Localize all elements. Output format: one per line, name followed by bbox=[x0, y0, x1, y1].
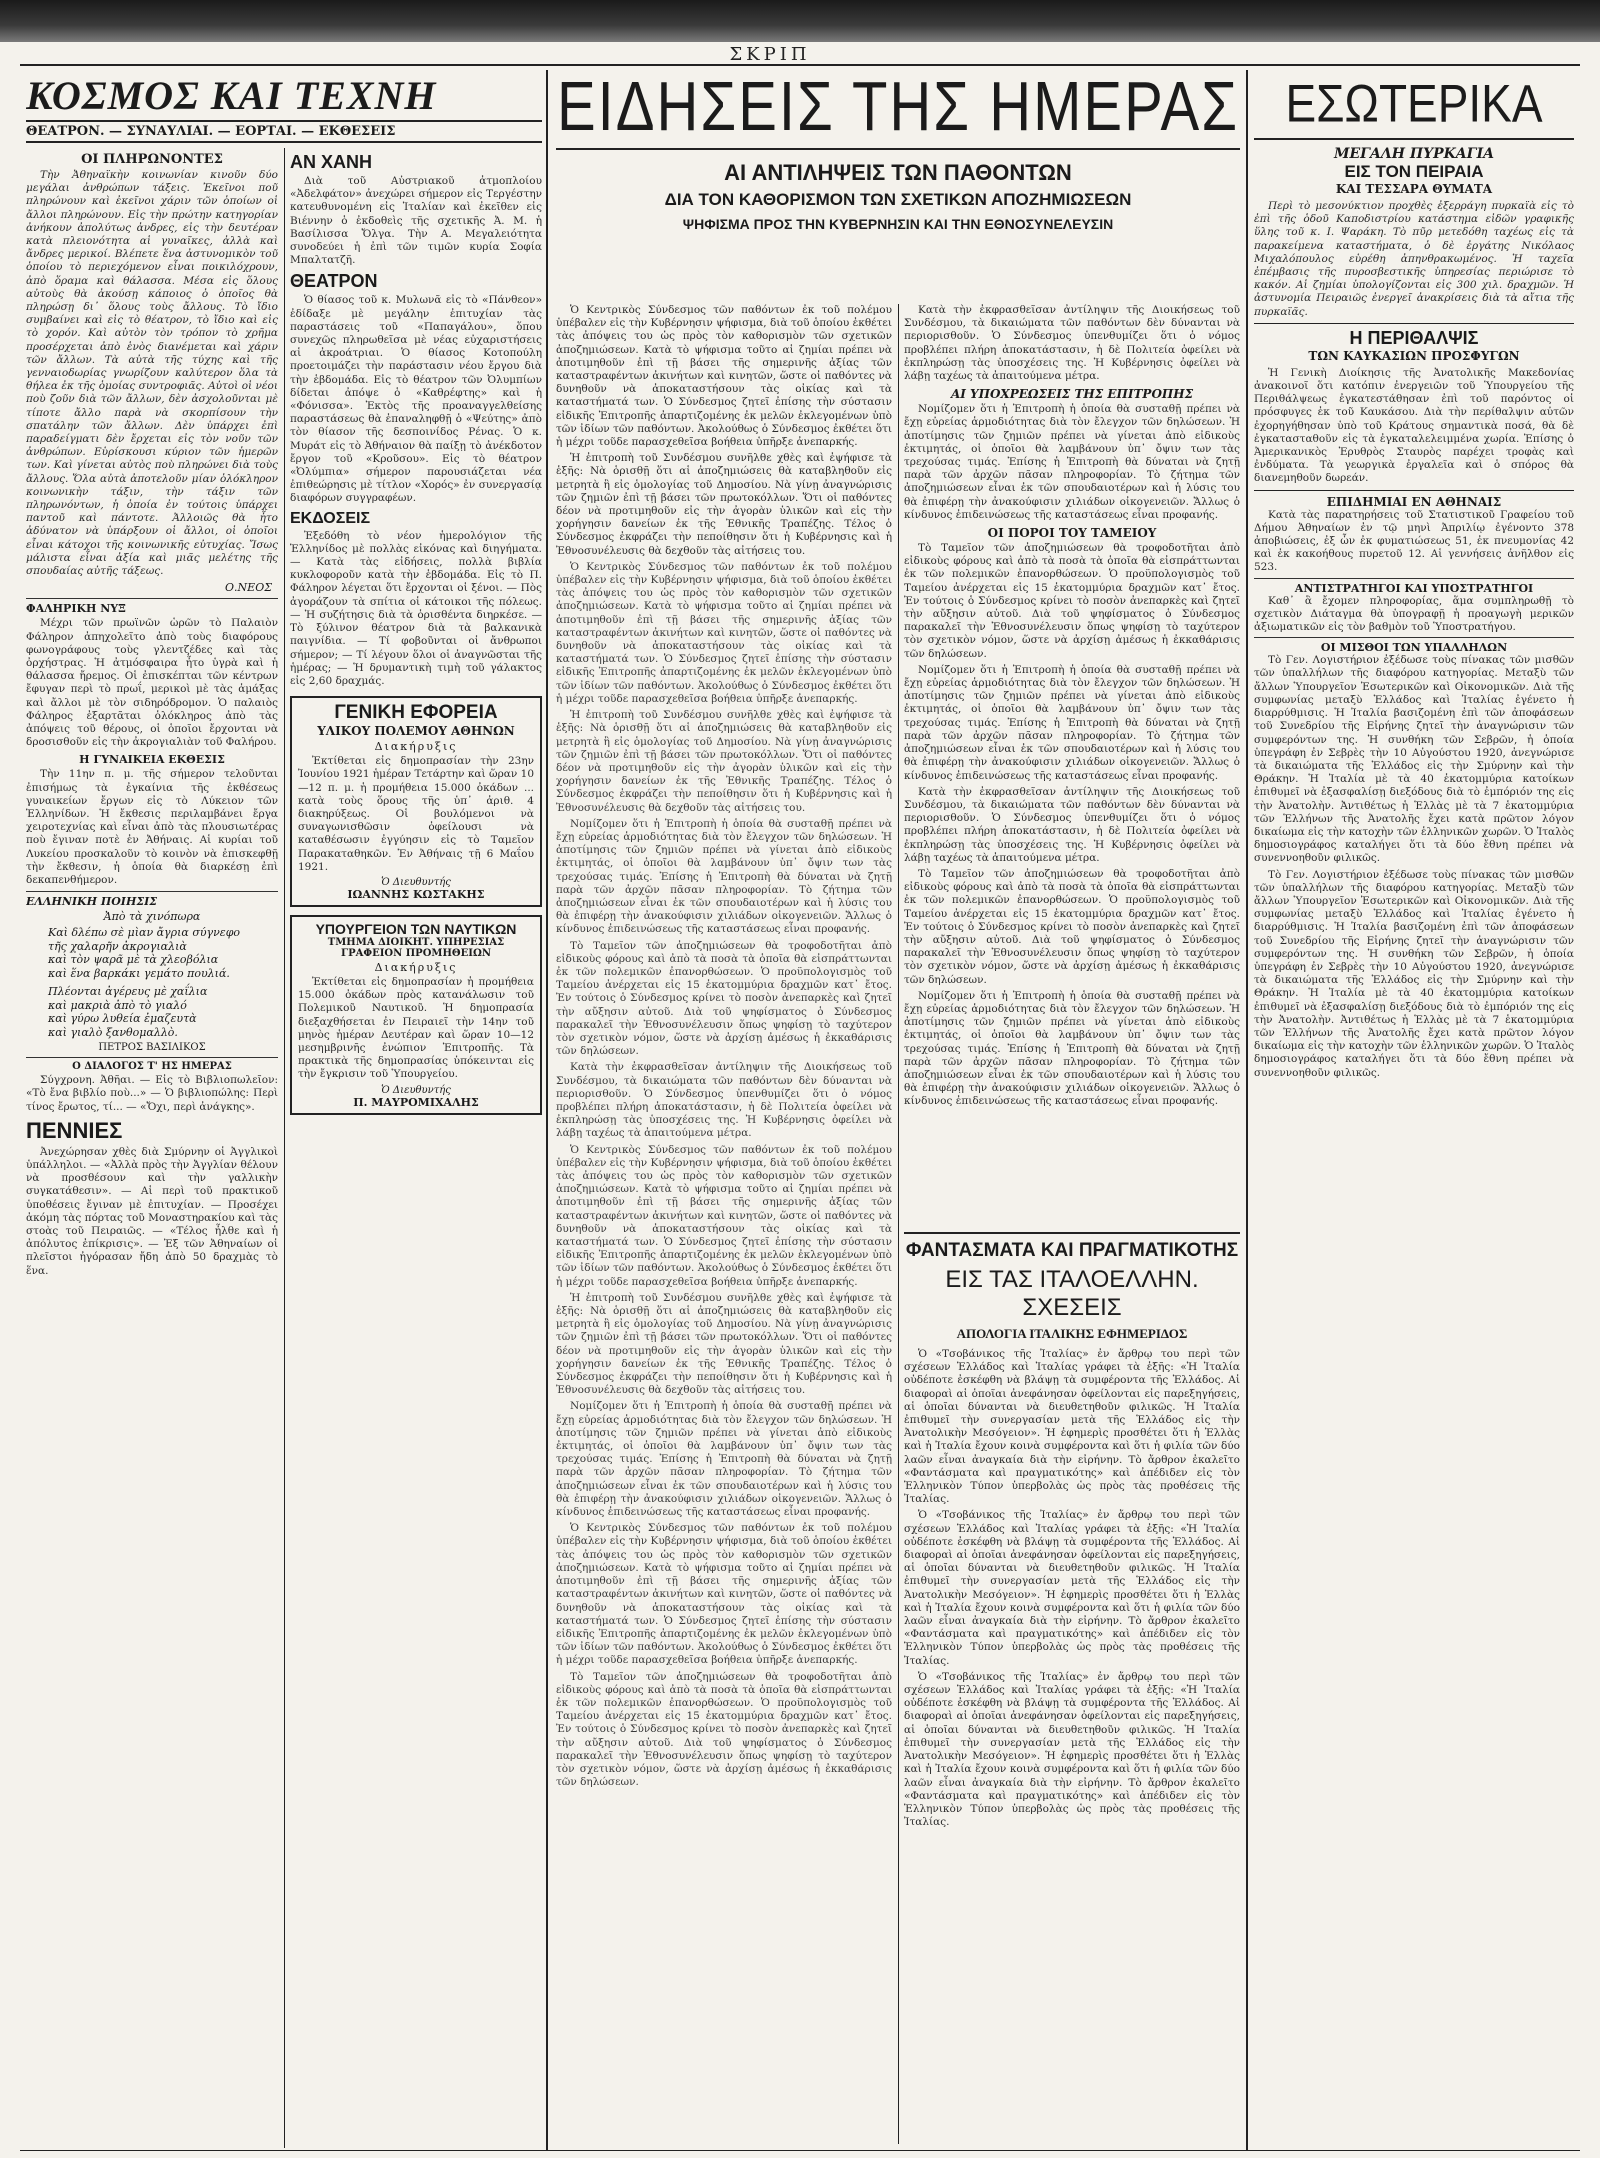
theft-body bbox=[290, 175, 542, 267]
article-paragraph: Ὁ Κεντρικὸς Σύνδεσμος τῶν παθόντων ἐκ τοῦ πολέμου ὑπέβαλεν εἰς τὴν Κυβέρνησιν ψήφισμα, διὰ τοῦ ὁποίου ἐκθέτει τὰς ἀπόψεις του ὡς πρὸς τὸν καθορισμὸν τῶν σχετικῶν ἀποζημιώσεων. Κατὰ τὸ ψήφισμα τοῦτο αἱ ζημίαι πρέπει νὰ ἀποτιμηθοῦν ἐπὶ τῇ βάσει τῆς σημερινῆς ἀξίας τῶν καταστραφέντων ἀκινήτων καὶ κινητῶν, ὥστε οἱ παθόντες νὰ δυνηθοῦν νὰ ἀποκαταστήσουν τὰς οἰκίας καὶ τὰ καταστήματά των. Ὁ Σύνδεσμος ζητεῖ ἐπίσης τὴν σύστασιν εἰδικῆς Ἐπιτροπῆς ἀπαρτιζομένης ἐκ μελῶν ἐκλεγομένων ὑπὸ τῶν ἰδίων τῶν παθόντων. Ἀκολούθως ὁ Σύνδεσμος ἐκθέτει ὅτι ἡ μέχρι τοῦδε παρασχεθεῖσα βοήθεια ὑπῆρξε ἀνεπαρκής. bbox=[556, 1522, 892, 1667]
center-inner-divider bbox=[898, 304, 899, 2144]
divider bbox=[1254, 490, 1574, 491]
article-paragraph: Νομίζομεν ὅτι ἡ Ἐπιτροπὴ ἡ ὁποία θὰ συσταθῇ πρέπει νὰ ἔχῃ εὐρείας ἁρμοδιότητας διὰ τὸν ἔλεγχον τῶν δηλώσεων. Ἡ ἀποτίμησις τῶν ζημιῶν πρέπει νὰ γίνεται ἀπὸ εἰδικοὺς ἐκτιμητάς, οἱ ὁποῖοι θὰ λαμβάνουν ὑπ᾽ ὄψιν των τὰς τρεχούσας τιμάς. Ἐπίσης ἡ Ἐπιτροπὴ θὰ δύναται νὰ ζητῇ παρὰ τῶν ἀρχῶν πᾶσαν πληροφορίαν. Τὸ ζήτημα τῶν ἀποζημιώσεων εἶναι ἐκ τῶν σπουδαιοτέρων καὶ ἡ λύσις του θὰ ἐπιφέρῃ τὴν ἀνακούφισιν χιλιάδων οἰκογενειῶν. Ἄλλως ὁ κίνδυνος ἐπιδεινώσεως τῆς καταστάσεως εἶναι προφανής. bbox=[904, 989, 1240, 1108]
fire-subtitle: ΕΙΣ ΤΟΝ ΠΕΙΡΑΙΑ bbox=[1344, 162, 1484, 181]
theatre-body bbox=[290, 294, 542, 505]
fantasy-headline: ΕΙΣ ΤΑΣ ΙΤΑΛΟΕΛΛΗΝ. ΣΧΕΣΕΙΣ bbox=[945, 1266, 1199, 1321]
efor-body bbox=[298, 755, 534, 874]
fantasy-article bbox=[904, 1232, 1240, 2152]
article-paragraph: Κατὰ τὰς παρατηρήσεις τοῦ Στατιστικοῦ Γραφείου τοῦ Δήμου Ἀθηναίων ἐν τῷ μηνὶ Ἀπριλίῳ ἐγένοντο 378 ἀποβιώσεις, ἐξ ὧν ἐκ φυματιώσεως 51, ἐκ πνευμονίας 42 καὶ ἐκ κακοήθους πυρετοῦ 12. Αἱ γεννήσεις ἀνῆλθον εἰς 523. bbox=[1254, 508, 1574, 574]
editions-body bbox=[290, 530, 542, 688]
fantasy-body bbox=[904, 1348, 1240, 1829]
column-esoterika bbox=[1254, 72, 1574, 2152]
poetry-section-title: ΕΛΛΗΝΙΚΗ ΠΟΙΗΣΙΣ bbox=[26, 891, 278, 908]
headline-2: ΔΙΑ ΤΟΝ ΚΑΘΟΡΙΣΜΟΝ ΤΩΝ ΣΧΕΤΙΚΩΝ ΑΠΟΖΗΜΙΩΣΕΩΝ bbox=[664, 190, 1132, 209]
pennies-body bbox=[26, 1146, 278, 1278]
editions-title: ΕΚΔΟΣΕΙΣ bbox=[290, 509, 371, 527]
navy-sig-title: Ὁ Διευθυντής bbox=[381, 1084, 451, 1096]
navy-notice-box bbox=[290, 915, 542, 1115]
poem-line: καὶ μακριὰ ἀπὸ τὸ γιαλό bbox=[48, 998, 187, 1012]
antistr-body bbox=[1254, 595, 1574, 635]
article-paragraph: Ἀνεχώρησαν χθὲς διὰ Σμύρνην οἱ Ἀγγλικοὶ ὑπάλληλοι. — «Ἀλλὰ πρὸς τὴν Ἀγγλίαν θέλουν νὰ προσθέσουν καὶ τὴν γαλλικὴν συγκατάθεσιν». — Αἱ περὶ τοῦ πρακτικοῦ ὑποθέσεις ἔγιναν μὲ ἐπιτυχίαν. — Προσέχει ἀκόμη τὰς πόρτας τοῦ Μοναστηρακίου καὶ τὰς στοὰς τοῦ Πειραιῶς. — «Τέλος ἦλθε καὶ ἡ ἀπόλυτος ἐπίκρισις». — Ἐξ τῶν Ἀθηναίων οἱ πλεῖστοι ἠγόρασαν ἤδη ἀπὸ 50 δραχμὰς τὸ ἕνα. bbox=[26, 1145, 278, 1277]
fire-title: ΜΕΓΑΛΗ ΠΥΡΚΑΓΙΑ bbox=[1333, 146, 1495, 162]
headline-3: ΨΗΦΙΣΜΑ ΠΡΟΣ ΤΗΝ ΚΥΒΕΡΝΗΣΙΝ ΚΑΙ ΤΗΝ ΕΘΝΟΣΥΝΕΛΕΥΣΙΝ bbox=[682, 216, 1114, 232]
article-title-ekthesis: Η ΓΥΝΑΙΚΕΙΑ ΕΚΘΕΣΙΣ bbox=[79, 753, 225, 767]
column-divider-2 bbox=[1246, 70, 1248, 2150]
sub2-title: ΟΙ ΠΟΡΟΙ ΤΟΥ ΤΑΜΕΙΟΥ bbox=[987, 526, 1157, 541]
dialog-title: Ο ΔΙΑΛΟΓΟΣ Τ' ΗΣ ΗΜΕΡΑΣ bbox=[26, 1057, 278, 1072]
navy-body bbox=[298, 976, 534, 1082]
wages-title: ΟΙ ΜΙΣΘΟΙ ΤΩΝ ΥΠΑΛΛΗΛΩΝ bbox=[1254, 637, 1574, 654]
article-paragraph: Ἐξεδόθη τὸ νέον ἡμερολόγιον τῆς Ἑλληνίδος μὲ πολλὰς εἰκόνας καὶ διηγήματα. — Κατὰ τὰς εἰδήσεις, πολλὰ βιβλία κυκλοφοροῦν κατὰ τὴν ἑβδομάδα. Εἰς τὸ Π. Φάληρον λέγεται ὅτι ἔρχονται οἱ ξένοι. — Πὸς ἀγοράζουν τὰ σπίτια οἱ κάτοικοι τῆς πόλεως. — Ἡ συζήτησις διὰ τὰ ὁρισθέντα διηρκέσε. — Τὸ ξύλινον θέατρον διὰ τὰ βαλκανικὰ παιγνίδια. — Τί φοβοῦνται οἱ ἄνθρωποι σήμερον; — Τί λέγουν ὅλοι οἱ ἀναγνῶσται τῆς ἡμέρας; — Ἡ δρυμαντικὴ τιμὴ τοῦ γάλακτος εἰς 2,60 δραχμάς. bbox=[290, 529, 542, 687]
article-paragraph: Διὰ τοῦ Αὐστριακοῦ ἀτμοπλοίου «Ἀδελφάτον» ἀνεχώρει σήμερον εἰς Τεργέστην κατευθυνομένη εἰς Ἰταλίαν καὶ ἐκεῖθεν εἰς Βιέννην ὁ ἐκδοθεὶς τῆς σχετικῆς Ἀ. Μ. ἡ Βασίλισσα Ὄλγα. Τὴν Α. Μεγαλειότητα συνοδεύει ἡ ἐπὶ τῶν τιμῶν κυρία Σοφία Μπαλτατζῆ. bbox=[290, 175, 542, 267]
article-paragraph: Ἡ ἐπιτροπὴ τοῦ Συνδέσμου συνῆλθε χθὲς καὶ ἐψήφισε τὰ ἑξῆς: Νὰ ὁρισθῇ ὅτι αἱ ἀποζημιώσεις θὰ καταβληθοῦν εἰς μετρητὰ ἢ εἰς ὁμολογίας τοῦ Δημοσίου. Νὰ γίνῃ ἀναγνώρισις τῶν ζημιῶν ἐπὶ τῇ βάσει τῶν πρωτοκόλλων. Ὅτι οἱ παθόντες δέον νὰ προτιμηθοῦν εἰς τὴν ἀγορὰν ὑλικῶν καὶ εἰς τὴν χορήγησιν δανείων ἐκ τῆς Ἐθνικῆς Τραπέζης. Τέλος ὁ Σύνδεσμος ἐκφράζει τὴν πεποίθησιν ὅτι ἡ Κυβέρνησις καὶ ἡ Ἐθνοσυνέλευσις θὰ δεχθοῦν τὰς αἰτήσεις του. bbox=[556, 709, 892, 814]
wages-body bbox=[1254, 654, 1574, 1080]
poem-line: τῆς χαλαρῆν ἀκρογιαλιὰ bbox=[48, 939, 187, 953]
article-paragraph: Τὸ Ταμεῖον τῶν ἀποζημιώσεων θὰ τροφοδοτῆται ἀπὸ εἰδικοὺς φόρους καὶ ἀπὸ τὰ ποσὰ τὰ ὁποῖα θὰ εἰσπράττωνται ἐκ τῶν πολεμικῶν ἐπανορθώσεων. Ὁ προϋπολογισμὸς τοῦ Ταμείου ἀνέρχεται εἰς 15 ἑκατομμύρια δραχμῶν κατ᾽ ἔτος. Ἐν τούτοις ὁ Σύνδεσμος κρίνει τὸ ποσὸν ἀνεπαρκὲς καὶ ζητεῖ τὴν αὔξησιν αὐτοῦ. Διὰ τοῦ ψηφίσματος ὁ Σύνδεσμος παρακαλεῖ τὴν Ἐθνοσυνέλευσιν ὅπως ψηφίσῃ τὸ ταχύτερον τὸν σχετικὸν νόμον, ὥστε νὰ ἀρχίσῃ ἀμέσως ἡ ἐκκαθάρισις τῶν δηλώσεων. bbox=[556, 1670, 892, 1789]
article-paragraph: Ὁ «Τσοβάνικος τῆς Ἰταλίας» ἐν ἄρθρῳ του περὶ τῶν σχέσεων Ἑλλάδος καὶ Ἰταλίας γράφει τὰ ἑξῆς: «Ἡ Ἰταλία οὐδέποτε ἐσκέφθη νὰ βλάψῃ τὰ συμφέροντα τῆς Ἑλλάδος. Αἱ διαφοραὶ αἱ ὁποῖαι ἀνεφάνησαν ὀφείλονται εἰς παρεξηγήσεις, αἱ ὁποῖαι δύνανται νὰ διευθετηθοῦν φιλικῶς. Ἡ Ἰταλία ἐπιθυμεῖ τὴν συνεργασίαν μετὰ τῆς Ἑλλάδος εἰς τὴν Ἀνατολικὴν Μεσόγειον». Ἡ ἐφημερὶς προσθέτει ὅτι ἡ Ἑλλὰς καὶ ἡ Ἰταλία ἔχουν κοινὰ συμφέροντα καὶ ὅτι ἡ φιλία τῶν δύο λαῶν εἶναι ἀναγκαία διὰ τὴν εἰρήνην. Τὸ ἄρθρον ἐκαλεῖτο «Φαντάσματα καὶ πραγματικότης» καὶ ἀπέδιδεν εἰς τὸν Ἑλληνικὸν Τύπον ὑπερβολὰς ὡς πρὸς τὰς προθέσεις τῆς Ἰταλίας. bbox=[904, 1509, 1240, 1667]
divider bbox=[1254, 323, 1574, 324]
top-dark-band bbox=[0, 0, 1600, 42]
bottom-rule bbox=[20, 2150, 1580, 2151]
article-paragraph: Τὸ Ταμεῖον τῶν ἀποζημιώσεων θὰ τροφοδοτῆται ἀπὸ εἰδικοὺς φόρους καὶ ἀπὸ τὰ ποσὰ τὰ ὁποῖα θὰ εἰσπράττωνται ἐκ τῶν πολεμικῶν ἐπανορθώσεων. Ὁ προϋπολογισμὸς τοῦ Ταμείου ἀνέρχεται εἰς 15 ἑκατομμύρια δραχμῶν κατ᾽ ἔτος. Ἐν τούτοις ὁ Σύνδεσμος κρίνει τὸ ποσὸν ἀνεπαρκὲς καὶ ζητεῖ τὴν αὔξησιν αὐτοῦ. Διὰ τοῦ ψηφίσματος ὁ Σύνδεσμος παρακαλεῖ τὴν Ἐθνοσυνέλευσιν ὅπως ψηφίσῃ τὸ ταχύτερον τὸν σχετικὸν νόμον, ὥστε νὰ ἀρχίσῃ ἀμέσως ἡ ἐκκαθάρισις τῶν δηλώσεων. bbox=[904, 867, 1240, 986]
sub1-body bbox=[904, 403, 1240, 522]
center-right-a bbox=[904, 304, 1240, 383]
article-paragraph: Ἡ ἐπιτροπὴ τοῦ Συνδέσμου συνῆλθε χθὲς καὶ ἐψήφισε τὰ ἑξῆς: Νὰ ὁρισθῇ ὅτι αἱ ἀποζημιώσεις θὰ καταβληθοῦν εἰς μετρητὰ ἢ εἰς ὁμολογίας τοῦ Δημοσίου. Νὰ γίνῃ ἀναγνώρισις τῶν ζημιῶν ἐπὶ τῇ βάσει τῶν πρωτοκόλλων. Ὅτι οἱ παθόντες δέον νὰ προτιμηθοῦν εἰς τὴν ἀγορὰν ὑλικῶν καὶ εἰς τὴν χορήγησιν δανείων ἐκ τῆς Ἐθνικῆς Τραπέζης. Τέλος ὁ Σύνδεσμος ἐκφράζει τὴν πεποίθησιν ὅτι ἡ Κυβέρνησις καὶ ἡ Ἐθνοσυνέλευσις θὰ δεχθοῦν τὰς αἰτήσεις του. bbox=[556, 452, 892, 557]
article-paragraph: Τὸ Ταμεῖον τῶν ἀποζημιώσεων θὰ τροφοδοτῆται ἀπὸ εἰδικοὺς φόρους καὶ ἀπὸ τὰ ποσὰ τὰ ὁποῖα θὰ εἰσπράττωνται ἐκ τῶν πολεμικῶν ἐπανορθώσεων. Ὁ προϋπολογισμὸς τοῦ Ταμείου ἀνέρχεται εἰς 15 ἑκατομμύρια δραχμῶν κατ᾽ ἔτος. Ἐν τούτοις ὁ Σύνδεσμος κρίνει τὸ ποσὸν ἀνεπαρκὲς καὶ ζητεῖ τὴν αὔξησιν αὐτοῦ. Διὰ τοῦ ψηφίσματος ὁ Σύνδεσμος παρακαλεῖ τὴν Ἐθνοσυνέλευσιν ὅπως ψηφίσῃ τὸ ταχύτερον τὸν σχετικὸν νόμον, ὥστε νὰ ἀρχίσῃ ἀμέσως ἡ ἐκκαθάρισις τῶν δηλώσεων. bbox=[904, 542, 1240, 660]
article-paragraph: Ὁ «Τσοβάνικος τῆς Ἰταλίας» ἐν ἄρθρῳ του περὶ τῶν σχέσεων Ἑλλάδος καὶ Ἰταλίας γράφει τὰ ἑξῆς: «Ἡ Ἰταλία οὐδέποτε ἐσκέφθη νὰ βλάψῃ τὰ συμφέροντα τῆς Ἑλλάδος. Αἱ διαφοραὶ αἱ ὁποῖαι ἀνεφάνησαν ὀφείλονται εἰς παρεξηγήσεις, αἱ ὁποῖαι δύνανται νὰ διευθετηθοῦν φιλικῶς. Ἡ Ἰταλία ἐπιθυμεῖ τὴν συνεργασίαν μετὰ τῆς Ἑλλάδος εἰς τὴν Ἀνατολικὴν Μεσόγειον». Ἡ ἐφημερὶς προσθέτει ὅτι ἡ Ἑλλὰς καὶ ἡ Ἰταλία ἔχουν κοινὰ συμφέροντα καὶ ὅτι ἡ φιλία τῶν δύο λαῶν εἶναι ἀναγκαία διὰ τὴν εἰρήνην. Τὸ ἄρθρον ἐκαλεῖτο «Φαντάσματα καὶ πραγματικότης» καὶ ἀπέδιδεν εἰς τὸν Ἑλληνικὸν Τύπον ὑπερβολὰς ὡς πρὸς τὰς προθέσεις τῆς Ἰταλίας. bbox=[904, 1348, 1240, 1506]
article-paragraph: Μέχρι τῶν πρωϊνῶν ὡρῶν τὸ Παλαιὸν Φάληρον ἀπηχολεῖτο ἀπὸ τοὺς διαφόρους φωνογράφους τοὺς γλεντζέδες καὶ τὰς ὀρχήστρας. Ἡ ἀτμόσφαιρα ἦτο ὑγρὰ καὶ ἡ θάλασσα ἤρεμος. Οἱ ἐπισκέπται τῶν κέντρων ἔφυγαν περὶ τὸ πρωΐ, μερικοὶ μὲ τὰς ἁμάξας καὶ ἄλλοι μὲ τὸν σιδηρόδρομον. Ὁ παλαιὸς Φάληρος ἐξαρτᾶται ὁλόκληρος ἀπὸ τὰς ἀπόψεις τοῦ θέρους, οἱ ὁποῖοι ἔρχονται νὰ δροσισθοῦν εἰς τὴν ἀκρογιαλιὰν τοῦ Φαλήρου. bbox=[26, 617, 278, 749]
article-title-plironontes: ΟΙ ΠΛΗΡΩΝΟΝΤΕΣ bbox=[81, 152, 223, 167]
article-paragraph: Ὁ Κεντρικὸς Σύνδεσμος τῶν παθόντων ἐκ τοῦ πολέμου ὑπέβαλεν εἰς τὴν Κυβέρνησιν ψήφισμα, διὰ τοῦ ὁποίου ἐκθέτει τὰς ἀπόψεις του ὡς πρὸς τὸν καθορισμὸν τῶν σχετικῶν ἀποζημιώσεων. Κατὰ τὸ ψήφισμα τοῦτο αἱ ζημίαι πρέπει νὰ ἀποτιμηθοῦν ἐπὶ τῇ βάσει τῆς σημερινῆς ἀξίας τῶν καταστραφέντων ἀκινήτων καὶ κινητῶν, ὥστε οἱ παθόντες νὰ δυνηθοῦν νὰ ἀποκαταστήσουν τὰς οἰκίας καὶ τὰ καταστήματά των. Ὁ Σύνδεσμος ζητεῖ ἐπίσης τὴν σύστασιν εἰδικῆς Ἐπιτροπῆς ἀπαρτιζομένης ἐκ μελῶν ἐκλεγομένων ὑπὸ τῶν ἰδίων τῶν παθόντων. Ἀκολούθως ὁ Σύνδεσμος ἐκθέτει ὅτι ἡ μέχρι τοῦδε παρασχεθεῖσα βοήθεια ὑπῆρξε ἀνεπαρκής. bbox=[556, 560, 892, 705]
article-paragraph: Κατὰ τὴν ἐκφρασθεῖσαν ἀντίληψιν τῆς Διοικήσεως τοῦ Συνδέσμου, τὰ δικαιώματα τῶν παθόντων δὲν δύνανται νὰ περιορισθοῦν. Ὁ Σύνδεσμος ὑπενθυμίζει ὅτι ὁ νόμος προβλέπει πλήρη ἀποκατάστασιν, ἡ δὲ Πολιτεία ὀφείλει νὰ ἐκπληρώσῃ τὰς ὑποσχέσεις της. Ἡ Κυβέρνησις ὀφείλει νὰ λάβῃ ταχέως τὰ ἀπαιτούμενα μέτρα. bbox=[556, 1061, 892, 1140]
article-paragraph: Νομίζομεν ὅτι ἡ Ἐπιτροπὴ ἡ ὁποία θὰ συσταθῇ πρέπει νὰ ἔχῃ εὐρείας ἁρμοδιότητας διὰ τὸν ἔλεγχον τῶν δηλώσεων. Ἡ ἀποτίμησις τῶν ζημιῶν πρέπει νὰ γίνεται ἀπὸ εἰδικοὺς ἐκτιμητάς, οἱ ὁποῖοι θὰ λαμβάνουν ὑπ᾽ ὄψιν των τὰς τρεχούσας τιμάς. Ἐπίσης ἡ Ἐπιτροπὴ θὰ δύναται νὰ ζητῇ παρὰ τῶν ἀρχῶν πᾶσαν πληροφορίαν. Τὸ ζήτημα τῶν ἀποζημιώσεων εἶναι ἐκ τῶν σπουδαιοτέρων καὶ ἡ λύσις του θὰ ἐπιφέρῃ τὴν ἀνακούφισιν χιλιάδων οἰκογενειῶν. Ἄλλως ὁ κίνδυνος ἐπιδεινώσεως τῆς καταστάσεως εἶναι προφανής. bbox=[904, 663, 1240, 782]
article-paragraph: Τὴν 11ην π. μ. τῆς σήμερον τελοῦνται ἐπισήμως τὰ ἐγκαίνια τῆς ἐκθέσεως γυναικείων ἔργων εἰς τὸ Λύκειον τῶν Ἑλληνίδων. Ἡ ἔκθεσις περιλαμβάνει ἔργα χειροτεχνίας καὶ εἶναι ἀπὸ τὰς πλουσιωτέρας ποὺ ἔγιναν ποτὲ ἐν Ἀθήναις. Αἱ κυρίαι τοῦ Λυκείου προσκαλοῦν τὸ κοινὸν νὰ ἐπισκεφθῇ τὴν ἔκθεσιν, ἡ ὁποία θὰ διαρκέσῃ ἐπὶ δεκαπενθήμερον. bbox=[26, 768, 278, 886]
article-paragraph: Τὸ Ταμεῖον τῶν ἀποζημιώσεων θὰ τροφοδοτῆται ἀπὸ εἰδικοὺς φόρους καὶ ἀπὸ τὰ ποσὰ τὰ ὁποῖα θὰ εἰσπράττωνται ἐκ τῶν πολεμικῶν ἐπανορθώσεων. Ὁ προϋπολογισμὸς τοῦ Ταμείου ἀνέρχεται εἰς 15 ἑκατομμύρια δραχμῶν κατ᾽ ἔτος. Ἐν τούτοις ὁ Σύνδεσμος κρίνει τὸ ποσὸν ἀνεπαρκὲς καὶ ζητεῖ τὴν αὔξησιν αὐτοῦ. Διὰ τοῦ ψηφίσματος ὁ Σύνδεσμος παρακαλεῖ τὴν Ἐθνοσυνέλευσιν ὅπως ψηφίσῃ τὸ ταχύτερον τὸν σχετικὸν νόμον, ὥστε νὰ ἀρχίσῃ ἀμέσως ἡ ἐκκαθάρισις τῶν δηλώσεων. bbox=[556, 939, 892, 1058]
theft-title: ΑΝ ΧΑΝΗ bbox=[290, 152, 373, 172]
poem-lines bbox=[26, 926, 278, 1039]
poem-title: Ἀπὸ τὰ χινόπωρα bbox=[103, 910, 201, 924]
fire-subtitle-2: ΚΑΙ ΤΕΣΣΑΡΑ ΘΥΜΑΤΑ bbox=[1335, 182, 1493, 196]
main-title: ΕΙΔΗΣΕΙΣ ΤΗΣ ΗΜΕΡΑΣ bbox=[556, 72, 1240, 146]
article-paragraph: Κατὰ τὴν ἐκφρασθεῖσαν ἀντίληψιν τῆς Διοικήσεως τοῦ Συνδέσμου, τὰ δικαιώματα τῶν παθόντων δὲν δύνανται νὰ περιορισθοῦν. Ὁ Σύνδεσμος ὑπενθυμίζει ὅτι ὁ νόμος προβλέπει πλήρη ἀποκατάστασιν, ἡ δὲ Πολιτεία ὀφείλει νὰ ἐκπληρώσῃ τὰς ὑποσχέσεις της. Ἡ Κυβέρνησις ὀφείλει νὰ λάβῃ ταχέως τὰ ἀπαιτούμενα μέτρα. bbox=[904, 785, 1240, 864]
deaths-body bbox=[1254, 509, 1574, 575]
esoterika-rule bbox=[1254, 138, 1574, 140]
center-body-repeat bbox=[556, 561, 892, 1789]
section-title: ΚΟΣΜΟΣ ΚΑΙ ΤΕΧΝΗ bbox=[26, 73, 437, 118]
sub2-body bbox=[904, 542, 1240, 1109]
article-body-plironontes bbox=[26, 169, 278, 578]
center-body-b bbox=[556, 452, 892, 558]
dialog-body bbox=[26, 1074, 278, 1114]
article-paragraph: Σύγχρονη. Ἀθῆαι. — Εἰς τὸ Βιβλιοπωλεῖον: «Τὸ ἔνα βιβλίο ποὺ...» — Ὁ βιβλιοπώλης: Περὶ τίνος ἔρωτος, τί... — «Ὄχι, περὶ ἀνάγκης». bbox=[26, 1074, 278, 1113]
section-subtitle: ΘΕΑΤΡΟΝ. — ΣΥΝΑΥΛΙΑΙ. — ΕΟΡΤΑΙ. — ΕΚΘΕΣΕΙΣ bbox=[26, 120, 542, 143]
article-paragraph: Νομίζομεν ὅτι ἡ Ἐπιτροπὴ ἡ ὁποία θὰ συσταθῇ πρέπει νὰ ἔχῃ εὐρείας ἁρμοδιότητας διὰ τὸν ἔλεγχον τῶν δηλώσεων. Ἡ ἀποτίμησις τῶν ζημιῶν πρέπει νὰ γίνεται ἀπὸ εἰδικοὺς ἐκτιμητάς, οἱ ὁποῖοι θὰ λαμβάνουν ὑπ᾽ ὄψιν των τὰς τρεχούσας τιμάς. Ἐπίσης ἡ Ἐπιτροπὴ θὰ δύναται νὰ ζητῇ παρὰ τῶν ἀρχῶν πᾶσαν πληροφορίαν. Τὸ ζήτημα τῶν ἀποζημιώσεων εἶναι ἐκ τῶν σπουδαιοτέρων καὶ ἡ λύσις του θὰ ἐπιφέρῃ τὴν ἀνακούφισιν χιλιάδων οἰκογενειῶν. Ἄλλως ὁ κίνδυνος ἐπιδεινώσεως τῆς καταστάσεως εἶναι προφανής. bbox=[556, 1400, 892, 1519]
column-kosmos-kai-techni bbox=[26, 72, 542, 2152]
col1-inner-divider bbox=[284, 148, 285, 2148]
fire-body bbox=[1254, 200, 1574, 319]
col1-sub-right bbox=[290, 148, 542, 2148]
article-paragraph: Περὶ τὸ μεσονύκτιον προχθὲς ἐξερράγη πυρκαϊὰ εἰς τὸ ἐπὶ τῆς ὁδοῦ Καποδιστρίου κατάστημα εἰδῶν γραφικῆς ὕλης τοῦ κ. Ι. Ψαράκη. Τὸ πῦρ μετεδόθη ταχέως εἰς τὰ παρακείμενα καταστήματα, ὁ δὲ ἐργάτης Νικόλαος Μιχαλόπουλος εὑρέθη ἀπηνθρακωμένος. Ἡ ταχεῖα ἐπέμβασις τῆς πυροσβεστικῆς ὑπηρεσίας περιώρισε τὸ κακόν. Αἱ ζημίαι ὑπολογίζονται εἰς 300 χιλ. δραχμῶν. Ἡ ἀστυνομία Πειραιῶς ἐνεργεῖ ἀνακρίσεις διὰ τὰ αἴτια τῆς πυρκαϊᾶς. bbox=[1254, 200, 1574, 318]
efor-notice-box bbox=[290, 696, 542, 907]
article-paragraph: Ἐκτίθεται εἰς δημοπρασίαν ἡ προμήθεια 15.000 ὀκάδων πρὸς κατανάλωσιν τοῦ Πολεμικοῦ Ναυτικοῦ. Ἡ δημοπρασία διεξαχθήσεται ἐν Πειραιεῖ τὴν 14ην τοῦ μηνὸς ἡμέραν Δευτέραν καὶ ὥραν 10—12 μεσημβρινῆς ἐνώπιον Ἐπιτροπῆς. Τὰ πρακτικὰ τῆς δημοπρασίας ὑπόκεινται εἰς τὴν ἔγκρισιν τοῦ Ὑπουργείου. bbox=[298, 975, 534, 1081]
column-divider-1 bbox=[546, 70, 548, 2150]
poem-line: Καὶ δλέπω σὲ μὶαν ἄγρια σύγνεφο bbox=[48, 926, 241, 940]
efor-sig: ΙΩΑΝΝΗΣ ΚΩΣΤΑΚΗΣ bbox=[347, 887, 485, 901]
sub1-title: ΑΙ ΥΠΟΧΡΕΩΣΕΙΣ ΤΗΣ ΕΠΙΤΡΟΠΗΣ bbox=[950, 387, 1194, 402]
article-paragraph: Ὁ «Τσοβάνικος τῆς Ἰταλίας» ἐν ἄρθρῳ του περὶ τῶν σχέσεων Ἑλλάδος καὶ Ἰταλίας γράφει τὰ ἑξῆς: «Ἡ Ἰταλία οὐδέποτε ἐσκέφθη νὰ βλάψῃ τὰ συμφέροντα τῆς Ἑλλάδος. Αἱ διαφοραὶ αἱ ὁποῖαι ἀνεφάνησαν ὀφείλονται εἰς παρεξηγήσεις, αἱ ὁποῖαι δύνανται νὰ διευθετηθοῦν φιλικῶς. Ἡ Ἰταλία ἐπιθυμεῖ τὴν συνεργασίαν μετὰ τῆς Ἑλλάδος εἰς τὴν Ἀνατολικὴν Μεσόγειον». Ἡ ἐφημερὶς προσθέτει ὅτι ἡ Ἑλλὰς καὶ ἡ Ἰταλία ἔχουν κοινὰ συμφέροντα καὶ ὅτι ἡ φιλία τῶν δύο λαῶν εἶναι ἀναγκαία διὰ τὴν εἰρήνην. Τὸ ἄρθρον ἐκαλεῖτο «Φαντάσματα καὶ πραγματικότης» καὶ ἀπέδιδεν εἰς τὸν Ἑλληνικὸν Τύπον ὑπερβολὰς ὡς πρὸς τὰς προθέσεις τῆς Ἰταλίας. bbox=[904, 1670, 1240, 1829]
article-paragraph: Ἡ ἐπιτροπὴ τοῦ Συνδέσμου συνῆλθε χθὲς καὶ ἐψήφισε τὰ ἑξῆς: Νὰ ὁρισθῇ ὅτι αἱ ἀποζημιώσεις θὰ καταβληθοῦν εἰς μετρητὰ ἢ εἰς ὁμολογίας τοῦ Δημοσίου. Νὰ γίνῃ ἀναγνώρισις τῶν ζημιῶν ἐπὶ τῇ βάσει τῶν πρωτοκόλλων. Ὅτι οἱ παθόντες δέον νὰ προτιμηθοῦν εἰς τὴν ἀγορὰν ὑλικῶν καὶ εἰς τὴν χορήγησιν δανείων ἐκ τῆς Ἐθνικῆς Τραπέζης. Τέλος ὁ Σύνδεσμος ἐκφράζει τὴν πεποίθησιν ὅτι ἡ Κυβέρνησις καὶ ἡ Ἐθνοσυνέλευσις θὰ δεχθοῦν τὰς αἰτήσεις του. bbox=[556, 1291, 892, 1397]
center-sub-right bbox=[904, 304, 1240, 1224]
center-body-a bbox=[556, 304, 892, 449]
poem-line: καὶ τὸν ψαρᾶ μὲ τὰ χλεοβόλια bbox=[48, 953, 219, 967]
article-paragraph: Τὸ Γεν. Λογιστήριον ἐξέδωσε τοὺς πίνακας τῶν μισθῶν τῶν ὑπαλλήλων τῆς διαφόρου κατηγορίας. Μεταξὺ τῶν ἄλλων Ὑπουργεῖον Ἐσωτερικῶν καὶ Οἰκονομικῶν. Διὰ τῆς συμφωνίας μεταξὺ Ἑλλάδος καὶ Ἰταλίας ἐγένετο ἡ διαρρύθμισις. Ἡ Ἰταλία βασιζομένη ἐπὶ τῶν ἀποφάσεων τοῦ Συνεδρίου τῆς Εἰρήνης ζητεῖ τὴν ἀναγνώρισιν τῶν συμφερόντων της. Ἡ συνθήκη τῶν Σεβρῶν, ἡ ὁποία ὑπεγράφη ἐν Σεβρὲς τὴν 10 Αὐγούστου 1920, ἀνεγνώρισε τὰ δικαιώματα τῆς Ἑλλάδος εἰς τὴν Σμύρνην καὶ τὴν Θράκην. Ἡ Ἰταλία μὲ τὰ 40 ἑκατομμύρια κατοίκων ἐπιθυμεῖ νὰ ἐξασφαλίσῃ διεξόδους διὰ τὸ ἐμπόριόν της εἰς τὴν Ἀνατολὴν. Ἀντιθέτως ἡ Ἑλλὰς μὲ τὰ 7 ἑκατομμύρια τῶν Ἑλλήνων τῆς Ἀνατολῆς ἔχει κατὰ πρῶτον λόγον δικαίωμα εἰς τὴν κατοχὴν τῶν ἑλληνικῶν χωρῶν. Ὁ Ἰταλὸς δημοσιογράφος καταλήγει ὅτι τὰ δύο ἔθνη πρέπει νὰ συνεννοηθοῦν φιλικῶς. bbox=[1254, 654, 1574, 865]
navy-subtitle: ΤΜΗΜΑ ΔΙΟΙΚΗΤ. ΥΠΗΡΕΣΙΑΣ ΓΡΑΦΕΙΟΝ ΠΡΟΜΗΘΕΙΩΝ bbox=[327, 936, 505, 959]
poem-line: καὶ γύρω λυθεία ἐμαζευτὰ bbox=[48, 1012, 197, 1026]
efor-sig-title: Ὁ Διευθυντής bbox=[381, 876, 451, 888]
col1-sub-left bbox=[26, 148, 278, 2148]
fantasy-sub: ΑΠΟΛΟΓΙΑ ΙΤΑΛΙΚΗΣ ΕΦΗΜΕΡΙΔΟΣ bbox=[956, 1326, 1188, 1341]
article-paragraph: Καθ᾽ ἃ ἔχομεν πληροφορίας, ἅμα συμπληρωθῇ τὸ σχετικὸν Διάταγμα θὰ ὑπογραφῇ ἡ προαγωγὴ μερικῶν ἀξιωματικῶν εἰς τὸν βαθμὸν τοῦ Ὑποστρατήγου. bbox=[1254, 594, 1574, 634]
article-body-ekthesis bbox=[26, 768, 278, 887]
column-eidiseis bbox=[556, 72, 1240, 2152]
article-paragraph: Ἡ Γενικὴ Διοίκησις τῆς Ἀνατολικῆς Μακεδονίας ἀνακοινοῖ ὅτι κατόπιν ἐνεργειῶν τοῦ Ὑπουργείου τῆς Περιθάλψεως ἐγκατεστάθησαν ἐπὶ τοῦ παρόντος οἱ πρόσφυγες ἐκ τοῦ Καυκάσου. Διὰ τὴν περίθαλψιν αὐτῶν ἐχορηγήθησαν ὑπὸ τοῦ Κράτους σημαντικὰ ποσά, θὰ δὲ ἐγκατασταθοῦν εἰς τὰ ἐγκαταλελειμμένα χωρία. Ἐπίσης ὁ Ἀμερικανικὸς Ἐρυθρὸς Σταυρὸς παρέχει τροφὰς καὶ ἐνδύματα. Τὰ γεωργικὰ ἐργαλεῖα καὶ ὁ σπόρος θὰ διανεμηθοῦν δωρεάν. bbox=[1254, 366, 1574, 485]
theatre-title: ΘΕΑΤΡΟΝ bbox=[290, 271, 378, 292]
care-body bbox=[1254, 367, 1574, 486]
headline: ΑΙ ΑΝΤΙΛΗΨΕΙΣ ΤΩΝ ΠΑΘΟΝΤΩΝ bbox=[724, 160, 1072, 185]
navy-title: ΥΠΟΥΡΓΕΙΟΝ ΤΩΝ ΝΑΥΤΙΚΩΝ bbox=[315, 920, 517, 937]
center-sub-left bbox=[556, 304, 892, 2144]
article-paragraph: Κατὰ τὴν ἐκφρασθεῖσαν ἀντίληψιν τῆς Διοικήσεως τοῦ Συνδέσμου, τὰ δικαιώματα τῶν παθόντων δὲν δύνανται νὰ περιορισθοῦν. Ὁ Σύνδεσμος ὑπενθυμίζει ὅτι ὁ νόμος προβλέπει πλήρη ἀποκατάστασιν, ἡ δὲ Πολιτεία ὀφείλει νὰ ἐκπληρώσῃ τὰς ὑποσχέσεις της. Ἡ Κυβέρνησις ὀφείλει νὰ λάβῃ ταχέως τὰ ἀπαιτούμενα μέτρα. bbox=[904, 304, 1240, 383]
article-paragraph: Ὁ Κεντρικὸς Σύνδεσμος τῶν παθόντων ἐκ τοῦ πολέμου ὑπέβαλεν εἰς τὴν Κυβέρνησιν ψήφισμα, διὰ τοῦ ὁποίου ἐκθέτει τὰς ἀπόψεις του ὡς πρὸς τὸν καθορισμὸν τῶν σχετικῶν ἀποζημιώσεων. Κατὰ τὸ ψήφισμα τοῦτο αἱ ζημίαι πρέπει νὰ ἀποτιμηθοῦν ἐπὶ τῇ βάσει τῆς σημερινῆς ἀξίας τῶν καταστραφέντων ἀκινήτων καὶ κινητῶν, ὥστε οἱ παθόντες νὰ δυνηθοῦν νὰ ἀποκαταστήσουν τὰς οἰκίας καὶ τὰ καταστήματά των. Ὁ Σύνδεσμος ζητεῖ ἐπίσης τὴν σύστασιν εἰδικῆς Ἐπιτροπῆς ἀπαρτιζομένης ἐκ μελῶν ἐκλεγομένων ὑπὸ τῶν ἰδίων τῶν παθόντων. Ἀκολούθως ὁ Σύνδεσμος ἐκθέτει ὅτι ἡ μέχρι τοῦδε παρασχεθεῖσα βοήθεια ὑπῆρξε ἀνεπαρκής. bbox=[556, 1143, 892, 1288]
poem-line: καὶ γιαλὸ ξανθομαλλὸ. bbox=[48, 1025, 178, 1039]
article-paragraph: Ἐκτίθεται εἰς δημοπρασίαν τὴν 23ην Ἰουνίου 1921 ἡμέραν Τετάρτην καὶ ὥραν 10—12 π. μ. ἡ προμήθεια 15.000 ὀκάδων ... κατὰ τοὺς ὅρους τῆς ὑπ᾽ ἀριθ. 4 διακηρύξεως. Οἱ βουλόμενοι νὰ συναγωνισθῶσιν ὀφείλουσι νὰ καταθέσωσιν ἐγγύησιν εἰς τὸ Ταμεῖον Παρακαταθηκῶν. Ἐν Ἀθήναις τῇ 6 Μαΐου 1921. bbox=[298, 755, 534, 873]
article-paragraph: Ὁ Κεντρικὸς Σύνδεσμος τῶν παθόντων ἐκ τοῦ πολέμου ὑπέβαλεν εἰς τὴν Κυβέρνησιν ψήφισμα, διὰ τοῦ ὁποίου ἐκθέτει τὰς ἀπόψεις του ὡς πρὸς τὸν καθορισμὸν τῶν σχετικῶν ἀποζημιώσεων. Κατὰ τὸ ψήφισμα τοῦτο αἱ ζημίαι πρέπει νὰ ἀποτιμηθοῦν ἐπὶ τῇ βάσει τῆς σημερινῆς ἀξίας τῶν καταστραφέντων ἀκινήτων καὶ κινητῶν, ὥστε οἱ παθόντες νὰ δυνηθοῦν νὰ ἀποκαταστήσουν τὰς οἰκίας καὶ τὰ καταστήματά των. Ὁ Σύνδεσμος ζητεῖ ἐπίσης τὴν σύστασιν εἰδικῆς Ἐπιτροπῆς ἀπαρτιζομένης ἐκ μελῶν ἐκλεγομένων ὑπὸ τῶν ἰδίων τῶν παθόντων. Ἀκολούθως ὁ Σύνδεσμος ἐκθέτει ὅτι ἡ μέχρι τοῦδε παρασχεθεῖσα βοήθεια ὑπῆρξε ἀνεπαρκής. bbox=[556, 304, 892, 449]
masthead-fragment: ΣΚΡΙΠ bbox=[729, 44, 811, 64]
article-title-faliriki: ΦΑΛΗΡΙΚΗ ΝΥΞ bbox=[26, 598, 278, 615]
efor-title: ΓΕΝΙΚΗ ΕΦΟΡΕΙΑ bbox=[334, 702, 498, 724]
efor-notice: Διακήρυξις bbox=[374, 740, 458, 754]
article-signature: Ο.ΝΕΟΣ bbox=[225, 581, 272, 595]
poem-author: ΠΕΤΡΟΣ ΒΑΣΙΛΙΚΟΣ bbox=[98, 1042, 206, 1054]
main-title-rule bbox=[556, 148, 1240, 150]
pennies-title: ΠΕΝΝΙΕΣ bbox=[26, 1117, 123, 1143]
article-body-faliriki bbox=[26, 617, 278, 749]
care-subtitle: ΤΩΝ ΚΑΥΚΑΣΙΩΝ ΠΡΟΣΦΥΓΩΝ bbox=[1308, 348, 1520, 363]
article-paragraph: Νομίζομεν ὅτι ἡ Ἐπιτροπὴ ἡ ὁποία θὰ συσταθῇ πρέπει νὰ ἔχῃ εὐρείας ἁρμοδιότητας διὰ τὸν ἔλεγχον τῶν δηλώσεων. Ἡ ἀποτίμησις τῶν ζημιῶν πρέπει νὰ γίνεται ἀπὸ εἰδικοὺς ἐκτιμητάς, οἱ ὁποῖοι θὰ λαμβάνουν ὑπ᾽ ὄψιν των τὰς τρεχούσας τιμάς. Ἐπίσης ἡ Ἐπιτροπὴ θὰ δύναται νὰ ζητῇ παρὰ τῶν ἀρχῶν πᾶσαν πληροφορίαν. Τὸ ζήτημα τῶν ἀποζημιώσεων εἶναι ἐκ τῶν σπουδαιοτέρων καὶ ἡ λύσις του θὰ ἐπιφέρῃ τὴν ἀνακούφισιν χιλιάδων οἰκογενειῶν. Ἄλλως ὁ κίνδυνος ἐπιδεινώσεως τῆς καταστάσεως εἶναι προφανής. bbox=[904, 403, 1240, 521]
section-title-esoterika: ΕΣΩΤΕΡΙΚΑ bbox=[1285, 73, 1543, 133]
article-paragraph: Τὸ Γεν. Λογιστήριον ἐξέδωσε τοὺς πίνακας τῶν μισθῶν τῶν ὑπαλλήλων τῆς διαφόρου κατηγορίας. Μεταξὺ τῶν ἄλλων Ὑπουργεῖον Ἐσωτερικῶν καὶ Οἰκονομικῶν. Διὰ τῆς συμφωνίας μεταξὺ Ἑλλάδος καὶ Ἰταλίας ἐγένετο ἡ διαρρύθμισις. Ἡ Ἰταλία βασιζομένη ἐπὶ τῶν ἀποφάσεων τοῦ Συνεδρίου τῆς Εἰρήνης ζητεῖ τὴν ἀναγνώρισιν τῶν συμφερόντων της. Ἡ συνθήκη τῶν Σεβρῶν, ἡ ὁποία ὑπεγράφη ἐν Σεβρὲς τὴν 10 Αὐγούστου 1920, ἀνεγνώρισε τὰ δικαιώματα τῆς Ἑλλάδος εἰς τὴν Σμύρνην καὶ τὴν Θράκην. Ἡ Ἰταλία μὲ τὰ 40 ἑκατομμύρια κατοίκων ἐπιθυμεῖ νὰ ἐξασφαλίσῃ διεξόδους διὰ τὸ ἐμπόριόν της εἰς τὴν Ἀνατολὴν. Ἀντιθέτως ἡ Ἑλλὰς μὲ τὰ 7 ἑκατομμύρια τῶν Ἑλλήνων τῆς Ἀνατολῆς ἔχει κατὰ πρῶτον λόγον δικαίωμα εἰς τὴν κατοχὴν τῶν ἑλληνικῶν χωρῶν. Ὁ Ἰταλὸς δημοσιογράφος καταλήγει ὅτι τὰ δύο ἔθνη πρέπει νὰ συνεννοηθοῦν φιλικῶς. bbox=[1254, 868, 1574, 1079]
deaths-title: ΕΠΙΔΗΜΙΑΙ ΕΝ ΑΘΗΝΑΙΣ bbox=[1326, 494, 1502, 509]
fantasy-title: ΦΑΝΤΑΣΜΑΤΑ ΚΑΙ ΠΡΑΓΜΑΤΙΚΟΤΗΣ bbox=[905, 1240, 1239, 1261]
antistr-title: ΑΝΤΙΣΤΡΑΤΗΓΟΙ ΚΑΙ ΥΠΟΣΤΡΑΤΗΓΟΙ bbox=[1254, 578, 1574, 595]
efor-subtitle: ΥΛΙΚΟΥ ΠΟΛΕΜΟΥ ΑΘΗΝΩΝ bbox=[317, 724, 515, 739]
poem-line: καὶ ἕνα βαρκάκι γεμάτο πουλιά. bbox=[48, 966, 230, 980]
navy-sig: Π. ΜΑΥΡΟΜΙΧΑΛΗΣ bbox=[353, 1095, 479, 1109]
article-paragraph: Τὴν Ἀθηναϊκὴν κοινωνίαν κινοῦν δύο μεγάλαι ἀνθρώπων τάξεις. Ἐκεῖνοι ποῦ πληρώνουν καὶ ἐκεῖνοι χάριν τῶν ὁποίων οἱ ἄλλοι πληρώνουν. Εἰς τὴν πρώτην κατηγορίαν ἀνήκουν ἀπολύτως ἀνδρες, εἰς τὴν δευτέραν κατὰ πλειονότητα αἱ γυναῖκες, ἀλλὰ καὶ ἄνδρες μερικοί. Βλέπετε ἕνα ἀστυνομικὸν τοῦ ὁποίου τὸ περιεχόμενον εἶναι ποικιλόχρουν, ἀπὸ ὅραμα καὶ θάλασσα. Μέσα εἰς ὅλους αὐτοὺς θὰ ἀκούσῃ κάποιος ὁ ὁποῖος θὰ πληρώσῃ δι᾽ ὅλους τοὺς ἄλλους. Τὸ ἴδιο συμβαίνει καὶ εἰς τὸ θέατρον, τὸ ἴδιο καὶ εἰς τὸ χορόν. Καὶ αὐτὸν τὸν τρόπον τὸ χρῆμα προσέρχεται ἀπὸ ἑνὸς διανέμεται καὶ χάριν τῶν ἄλλων. Τὰ αὐτὰ τῆς τύχης καὶ τῆς γενναιοδωρίας γνωρίζουν καλύτερον ὅλα τὰ θήλεα ἐκ τῆς ὁμοίας συντροφιᾶς. Αὐτοὶ οἱ νέοι ποὺ ζοῦν διὰ τῶν ἄλλων, δὲν ἀσχολοῦνται μὲ τίποτε ἄλλο παρὰ νὰ σκορπίσουν τὴν σπατάλην τῶν ἄλλων. Δὲν ὑπάρχει ἐπὶ παραδείγματι δὲν ἔρχεται εἰς τὸν νοῦν τῶν ἀνθρώπων. Εὑρίσκουσι κύριον τῶν ἡμερῶν των. Καὶ γίνεται αὐτὸς ποὺ πληρώνει διὰ τοὺς ἄλλους. Ὅλα αὐτὰ ἀποτελοῦν μίαν ὁλόκληρον κοινωνικὴν τάξιν, τὴν τάξιν τῶν πληρωνόντων, ἡ ὁποία ἐν τούτοις ὑπάρχει παντοῦ καὶ πάντοτε. Ἀλλοιῶς θὰ ἦτο ἀδύνατον νὰ ὑπάρξουν οἱ ἄλλοι, οἱ ὁποῖοι εἶναι κάτοχοι τῆς κοινωνικῆς εὐτυχίας. Ἴσως μάλιστα εἶναι ἀξία καὶ μιᾶς μελέτης τῆς σπουδαίας αὐτῆς τάξεως. bbox=[26, 169, 278, 578]
poem-line: Πλέονται ἀγέρευς μὲ χαΐλια bbox=[48, 985, 208, 999]
care-title: Η ΠΕΡΙΘΑΛΨΙΣ bbox=[1349, 327, 1479, 348]
masthead-rule bbox=[20, 64, 1580, 66]
article-paragraph: Ὁ θίασος τοῦ κ. Μυλωνᾶ εἰς τὸ «Πάνθεον» ἐδίδαξε μὲ μεγάλην ἐπιτυχίαν τὰς παραστάσεις τοῦ «Παπαγάλου», ὅπου συνεχῶς πληρωθεῖσα μὲ νέας εὐχαριστήσεις αἱ ἀκροάτριαι. Ὁ θίασος Κοτοπούλη προετοιμάζει τὴν παράστασιν νέου ἔργου διὰ τὴν ἑβδομάδα. Εἰς τὸ θέατρον τῶν Ὀλυμπίων δίδεται ἀπόψε ὁ «Καθρέφτης» καὶ ἡ «Φόνισσα». Ἐκτὸς τῆς προαναγγελθείσης παραστάσεως θὰ ἐπαναληφθῇ ὁ «Ψεύτης» ἀπὸ τὸν θίασον τῆς δεσποινίδος Ρένας. Ὁ κ. Μυράτ εἰς τὸ Ἀθήναιον θὰ παίξῃ τὸ ἀνέκδοτον ἔργον τοῦ «Κροῦσου». Εἰς τὸ θέατρον «Ὀλύμπια» σήμερον παρουσιάζεται νέα ἐπιθεώρησις μὲ τίτλον «Χορός» ἐν συνεργασίᾳ διαφόρων συγγραφέων. bbox=[290, 294, 542, 505]
article-paragraph: Νομίζομεν ὅτι ἡ Ἐπιτροπὴ ἡ ὁποία θὰ συσταθῇ πρέπει νὰ ἔχῃ εὐρείας ἁρμοδιότητας διὰ τὸν ἔλεγχον τῶν δηλώσεων. Ἡ ἀποτίμησις τῶν ζημιῶν πρέπει νὰ γίνεται ἀπὸ εἰδικοὺς ἐκτιμητάς, οἱ ὁποῖοι θὰ λαμβάνουν ὑπ᾽ ὄψιν των τὰς τρεχούσας τιμάς. Ἐπίσης ἡ Ἐπιτροπὴ θὰ δύναται νὰ ζητῇ παρὰ τῶν ἀρχῶν πᾶσαν πληροφορίαν. Τὸ ζήτημα τῶν ἀποζημιώσεων εἶναι ἐκ τῶν σπουδαιοτέρων καὶ ἡ λύσις του θὰ ἐπιφέρῃ τὴν ἀνακούφισιν χιλιάδων οἰκογενειῶν. Ἄλλως ὁ κίνδυνος ἐπιδεινώσεως τῆς καταστάσεως εἶναι προφανής. bbox=[556, 817, 892, 936]
navy-notice: Διακήρυξις bbox=[374, 960, 458, 974]
